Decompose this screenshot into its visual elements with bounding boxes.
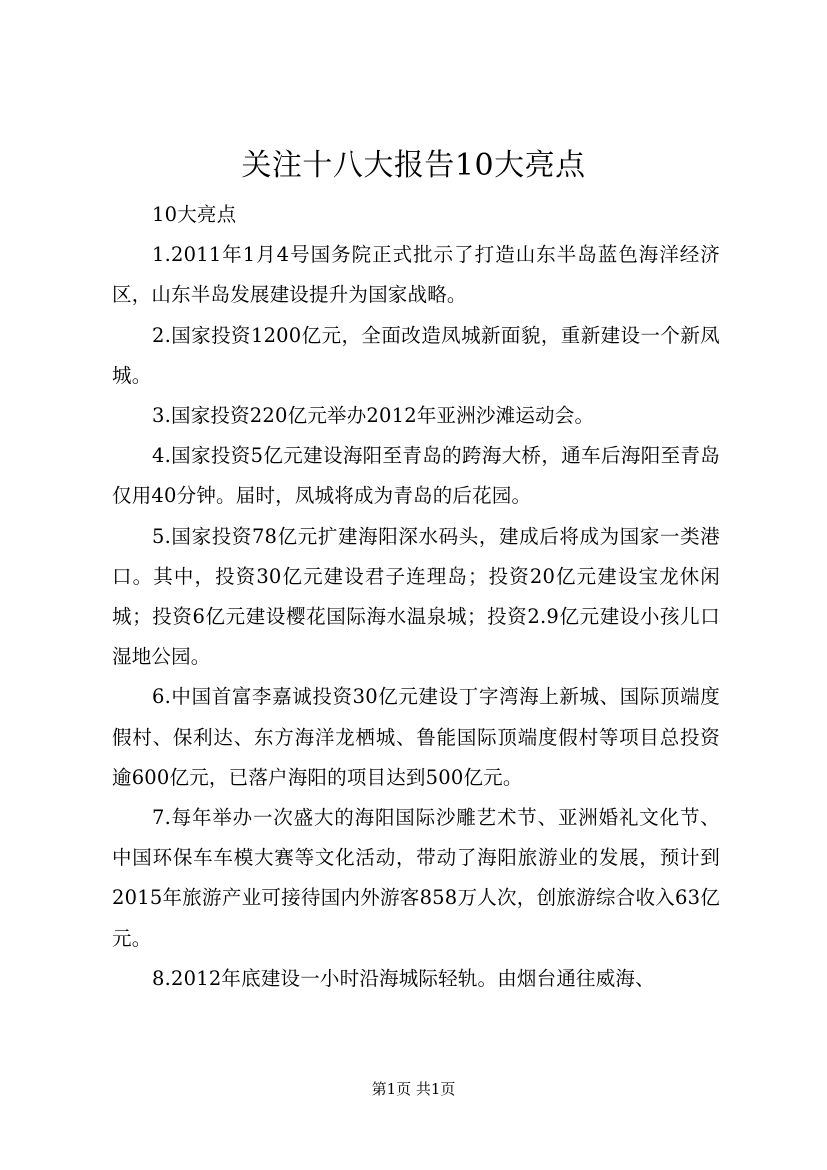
paragraph-5: 5.国家投资78亿元扩建海阳深水码头，建成后将成为国家一类港口。其中，投资30亿元建设君子连理岛；投资20亿元建设宝龙休闲城；投资6亿元建设樱花国际海水温泉城；投资2.9亿元建设小孩儿口湿地公园。: [112, 524, 720, 669]
paragraph-1: 1.2011年1月4号国务院正式批示了打造山东半岛蓝色海洋经济区，山东半岛发展建设提升为国家战略。: [112, 243, 720, 307]
paragraph-6: 6.中国首富李嘉诚投资30亿元建设丁字湾海上新城、国际顶端度假村、保利达、东方海洋龙栖城、鲁能国际顶端度假村等项目总投资逾600亿元，已落户海阳的项目达到500亿元。: [112, 685, 720, 789]
paragraph-4: 4.国家投资5亿元建设海阳至青岛的跨海大桥，通车后海阳至青岛仅用40分钟。届时，凤城将成为青岛的后花园。: [112, 444, 720, 508]
paragraph-heading: 10大亮点: [152, 203, 237, 226]
paragraph-7: 7.每年举办一次盛大的海阳国际沙雕艺术节、亚洲婚礼文化节、中国环保车车模大赛等文化活动，带动了海阳旅游业的发展，预计到2015年旅游产业可接待国内外游客858万人次，创旅游综合收入63亿元。: [112, 806, 720, 950]
document-body: [112, 195, 720, 999]
paragraph-2: 2.国家投资1200亿元，全面改造凤城新面貌，重新建设一个新凤城。: [112, 323, 720, 387]
paragraph-8: 8.2012年底建设一小时沿海城际轻轨。由烟台通往威海、: [152, 966, 655, 990]
paragraph-3: 3.国家投资220亿元举办2012年亚洲沙滩运动会。: [152, 404, 595, 428]
document-title: 关注十八大报告10大亮点: [241, 148, 586, 183]
page-footer: 第1页 共1页: [371, 1080, 456, 1098]
